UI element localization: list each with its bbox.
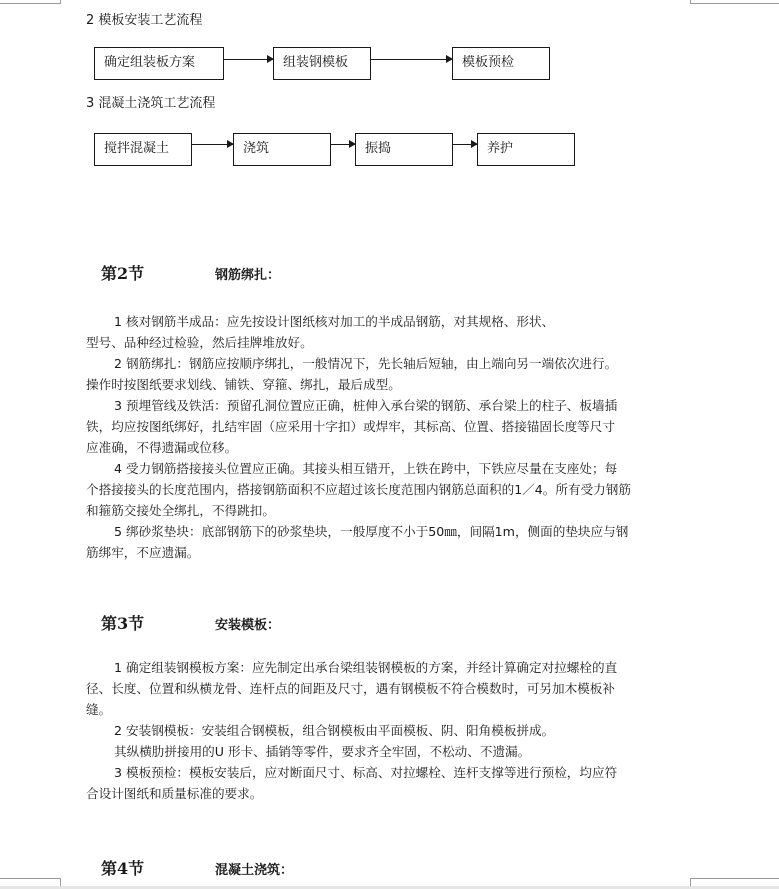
paragraph-line: 2 安装钢模板：安装组合钢模板，组合钢模板由平面模板、阴、阳角模板拼成。: [114, 723, 555, 738]
paragraph-line: 合设计图纸和质量标准的要求。: [86, 786, 263, 801]
paragraph-line: 5 绑砂浆垫块：底部钢筋下的砂浆垫块，一般厚度不小于50㎜，间隔1m，侧面的垫块应与钢: [114, 524, 629, 539]
crop-mark: [60, 0, 61, 4]
flow2-heading: 2 模板安装工艺流程: [86, 13, 203, 28]
section-3-title: 安装模板：: [215, 618, 281, 633]
paragraph-line: 2 钢筋绑扎：钢筋应按顺序绑扎，一般情况下，先长轴后短轴，由上端向另一端依次进行。: [114, 356, 618, 371]
paragraph-line: 筋绑牢，不应遗漏。: [86, 545, 200, 560]
section-3-body: [86, 657, 678, 804]
paragraph-line: 3 模板预检：模板安装后，应对断面尺寸、标高、对拉螺栓、连杆支撑等进行预检，均应符: [114, 765, 618, 780]
flow3-arrow-2: [331, 144, 355, 145]
flow3-arrow-3: [453, 144, 477, 145]
section-2-body: [86, 311, 678, 563]
crop-mark: [690, 3, 779, 4]
paragraph-line: 操作时按图纸要求划线、铺铁、穿箍、绑扎，最后成型。: [86, 377, 401, 392]
paragraph-line: 缝。: [86, 702, 112, 717]
flow2-step-3: 模板预检: [452, 47, 550, 80]
flow3-step-3: 振捣: [355, 133, 453, 166]
paragraph-line: 4 受力钢筋搭接接头位置应正确。其接头相互错开，上铁在跨中，下铁应尽量在支座处；每: [114, 461, 618, 476]
crop-mark: [0, 3, 60, 4]
paragraph-line: 1 核对钢筋半成品：应先按设计图纸核对加工的半成品钢筋，对其规格、形状、: [114, 314, 555, 329]
flow2-step-2: 组装钢模板: [273, 47, 371, 80]
paragraph-line: 1 确定组装钢模板方案：应先制定出承台梁组装钢模板的方案，并经计算确定对拉螺栓的直: [114, 660, 618, 675]
paragraph-line: 径、长度、位置和纵横龙骨、连杆点的间距及尺寸，遇有钢模板不符合模数时，可另加木模板补: [86, 681, 615, 696]
flow2-step-1: 确定组装板方案: [94, 47, 224, 80]
paragraph-line: 和箍筋交接处全绑扎，不得跳扣。: [86, 503, 275, 518]
section-4-title: 混凝土浇筑：: [215, 863, 294, 878]
section-4-number: 第4节: [101, 859, 145, 878]
flow3-heading: 3 混凝土浇筑工艺流程: [86, 96, 216, 111]
flow3-step-2: 浇筑: [233, 133, 331, 166]
paragraph-line: 3 预埋管线及铁活：预留孔洞位置应正确，桩伸入承台梁的钢筋、承台梁上的柱子、板墙插: [114, 398, 618, 413]
paragraph-line: 型号、品种经过检验，然后挂牌堆放好。: [86, 335, 313, 350]
section-3-number: 第3节: [101, 614, 145, 633]
flow2-arrow-2: [371, 59, 452, 60]
paragraph-line: 应准确，不得遗漏或位移。: [86, 440, 238, 455]
section-2-number: 第2节: [101, 264, 145, 283]
paragraph-line: 个搭接接头的长度范围内，搭接钢筋面积不应超过该长度范围内钢筋总面积的1／4。所有受力钢筋: [86, 482, 631, 497]
crop-mark: [0, 878, 60, 879]
flow3-arrow-1: [192, 144, 233, 145]
paragraph-line: 铁，均应按图纸绑好，扎结牢固（应采用十字扣）或焊牢，其标高、位置、搭接锚固长度等尺寸: [86, 419, 615, 434]
paragraph-line: 其纵横肋拼接用的U 形卡、插销等零件，要求齐全牢固，不松动、不遗漏。: [114, 744, 531, 759]
flow3-step-4: 养护: [477, 133, 575, 166]
crop-mark: [690, 878, 779, 879]
section-2-title: 钢筋绑扎：: [215, 268, 281, 283]
flow2-arrow-1: [224, 59, 273, 60]
flow3-step-1: 搅拌混凝土: [94, 133, 192, 166]
